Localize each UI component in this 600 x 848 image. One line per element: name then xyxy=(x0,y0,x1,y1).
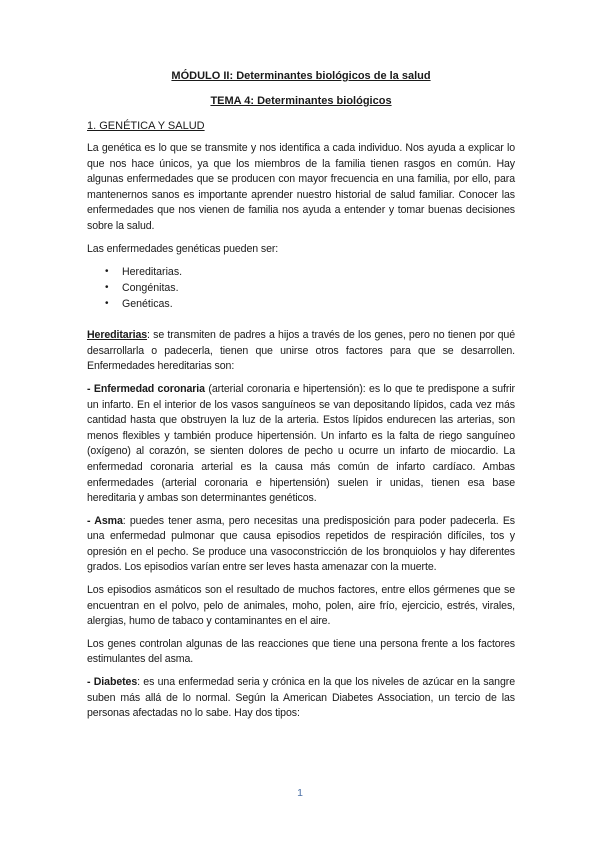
types-list xyxy=(87,264,515,312)
bullet-icon: • xyxy=(105,266,109,278)
diabetes-lead: - Diabetes xyxy=(87,676,138,689)
hereditarias-lead: Hereditarias xyxy=(87,329,148,342)
asma-genes-paragraph: Los genes controlan algunas de las reacciones que tiene una persona frente a los factores estimulantes del asma. xyxy=(87,637,515,666)
page-content xyxy=(87,69,515,729)
list-item: • Hereditarias. xyxy=(105,266,183,279)
asma-paragraph: - Asma: puedes tener asma, pero necesitas una predisposición para poder padecerla. Es una enfermedad pulmonar que causa episodios repetidos de respiración difíciles, tos y opresión en el pecho. Se produce una vasoconstricción de los bronquiolos y hay diferentes grados. Los episodios varían entre ser leves hasta amenazar con la muerte. xyxy=(87,514,515,574)
coronaria-lead: - Enfermedad coronaria xyxy=(87,382,205,395)
module-title: MÓDULO II: Determinantes biológicos de la salud xyxy=(171,70,431,82)
list-item: • Genéticas. xyxy=(105,298,173,311)
bullet-icon: • xyxy=(105,298,109,310)
asma-lead: - Asma xyxy=(87,514,123,527)
asma-factors-paragraph: Los episodios asmáticos son el resultado de muchos factores, entre ellos gérmenes que se encuentran en el polvo, pelo de animales, moho, polen, aire frío, ejercicio, estrés, virales, alergias, humo de tabaco y contaminantes en el aire. xyxy=(87,584,515,628)
page-number: 1 xyxy=(297,787,303,799)
intro-paragraph: La genética es lo que se transmite y nos identifica a cada individuo. Nos ayuda a explicar lo que nos hace únicos, ya que los miembros de la familia tienen rasgos en común. Hay algunas enfermedades que se producen con mayor frecuencia en una familia, por ello, para mantenernos sanos es importante aprender nuestro historial de salud familiar. Conocer las enfermedades que nos vienen de familia nos ayuda a entender y tomar buenas decisiones sobre la salud. xyxy=(87,142,515,232)
section-heading: 1. GENÉTICA Y SALUD xyxy=(87,120,205,132)
topic-title: TEMA 4: Determinantes biológicos xyxy=(210,95,392,107)
diabetes-paragraph: - Diabetes: es una enfermedad seria y crónica en la que los niveles de azúcar en la sangre suben más allá de lo normal. Según la American Diabetes Association, un tercio de las personas afectadas no lo sabe. Hay dos tipos: xyxy=(87,676,515,720)
bullet-icon: • xyxy=(105,282,109,294)
types-intro: Las enfermedades genéticas pueden ser: xyxy=(87,242,279,255)
list-item: • Congénitas. xyxy=(105,282,179,295)
hereditarias-paragraph: Hereditarias: se transmiten de padres a hijos a través de los genes, pero no tienen por qué desarrollarla o padecerla, tienen que unirse otros factores para que se desarrollen. Enfermedades hereditarias son: xyxy=(87,329,515,373)
coronaria-paragraph: - Enfermedad coronaria (arterial coronaria e hipertensión): es lo que te predispone a sufrir un infarto. En el interior de los vasos sanguíneos se van depositando lípidos, cada vez más cantidad hasta que obstruyen la luz de la arteria. Estos lípidos endurecen las arterias, son menos flexibles y también produce hipertensión. Un infarto es la falta de riego sanguíneo (oxígeno) al corazón, se sienten dolores de pecho u ocurre un infarto de miocardio. La enfermedad coronaria arterial es la causa más común de infarto cardíaco. Ambas enfermedades (arterial coronaria e hipertensión) suelen ir unidas, tienen esa base hereditaria y ambas son determinantes genéticos. xyxy=(87,382,515,505)
